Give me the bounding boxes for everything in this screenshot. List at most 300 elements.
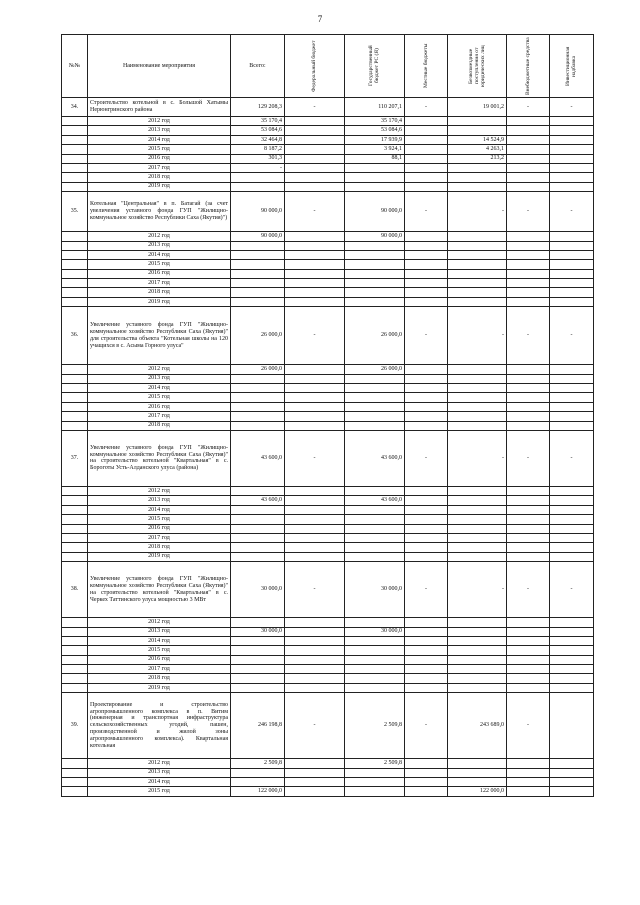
year-local [405, 496, 448, 505]
year-local [405, 269, 448, 278]
header-gratuitous: Безвозмездные поступления от юридических лиц [448, 35, 507, 98]
year-federal [285, 636, 345, 645]
year-num-cell [62, 787, 88, 796]
project-row [62, 98, 594, 117]
year-num-cell [62, 145, 88, 154]
year-label: 2013 год [88, 768, 231, 777]
year-local [405, 787, 448, 796]
year-federal [285, 260, 345, 269]
project-total: 246 198,8 [231, 693, 285, 759]
year-local [405, 173, 448, 182]
year-label: 2015 год [88, 260, 231, 269]
project-local: - [405, 562, 448, 618]
project-num: 36. [62, 307, 88, 365]
year-federal [285, 365, 345, 374]
year-investment [550, 683, 594, 692]
year-total: 43 600,0 [231, 496, 285, 505]
year-federal [285, 402, 345, 411]
year-state [345, 552, 405, 561]
project-gratuitous: 243 689,0 [448, 693, 507, 759]
year-investment [550, 496, 594, 505]
year-offbudget [507, 154, 550, 163]
year-num-cell [62, 393, 88, 402]
year-gratuitous [448, 552, 507, 561]
year-offbudget [507, 297, 550, 306]
year-investment [550, 279, 594, 288]
project-investment [550, 693, 594, 759]
project-num: 39. [62, 693, 88, 759]
year-total: 301,3 [231, 154, 285, 163]
year-total: - [231, 163, 285, 172]
year-total [231, 393, 285, 402]
year-gratuitous [448, 402, 507, 411]
year-state [345, 182, 405, 191]
year-gratuitous [448, 674, 507, 683]
year-gratuitous [448, 163, 507, 172]
year-gratuitous [448, 393, 507, 402]
year-num-cell [62, 496, 88, 505]
year-label: 2014 год [88, 135, 231, 144]
year-offbudget [507, 241, 550, 250]
year-gratuitous: 122 000,0 [448, 787, 507, 796]
year-federal [285, 533, 345, 542]
year-total [231, 279, 285, 288]
year-offbudget [507, 421, 550, 430]
year-state [345, 241, 405, 250]
year-investment [550, 533, 594, 542]
year-offbudget [507, 250, 550, 259]
year-num-cell [62, 126, 88, 135]
year-investment [550, 232, 594, 241]
year-label: 2017 год [88, 665, 231, 674]
year-label: 2015 год [88, 646, 231, 655]
year-row [62, 250, 594, 259]
year-federal [285, 117, 345, 126]
project-total: 26 000,0 [231, 307, 285, 365]
year-row [62, 384, 594, 393]
year-offbudget [507, 486, 550, 495]
year-offbudget [507, 126, 550, 135]
year-num-cell [62, 173, 88, 182]
year-local [405, 288, 448, 297]
year-investment [550, 412, 594, 421]
year-total [231, 655, 285, 664]
project-state: 110 207,1 [345, 98, 405, 117]
year-total: 30 000,0 [231, 627, 285, 636]
year-federal [285, 135, 345, 144]
year-total [231, 768, 285, 777]
project-local: - [405, 98, 448, 117]
project-row [62, 430, 594, 486]
year-offbudget [507, 515, 550, 524]
year-state [345, 778, 405, 787]
year-label: 2017 год [88, 163, 231, 172]
year-total [231, 636, 285, 645]
year-label: 2014 год [88, 250, 231, 259]
year-offbudget [507, 787, 550, 796]
year-federal [285, 145, 345, 154]
year-row [62, 787, 594, 796]
year-investment [550, 163, 594, 172]
year-gratuitous [448, 374, 507, 383]
project-federal: - [285, 307, 345, 365]
year-federal [285, 154, 345, 163]
header-federal: Федеральный бюджет [285, 35, 345, 98]
year-local [405, 515, 448, 524]
year-gratuitous [448, 505, 507, 514]
year-label: 2017 год [88, 533, 231, 542]
year-gratuitous [448, 241, 507, 250]
year-local [405, 505, 448, 514]
year-num-cell [62, 665, 88, 674]
year-investment [550, 154, 594, 163]
table-header-row [62, 35, 594, 98]
year-federal [285, 241, 345, 250]
year-investment [550, 524, 594, 533]
year-state: 3 924,1 [345, 145, 405, 154]
project-total: 129 208,3 [231, 98, 285, 117]
year-federal [285, 126, 345, 135]
year-num-cell [62, 117, 88, 126]
year-investment [550, 655, 594, 664]
year-offbudget [507, 655, 550, 664]
year-gratuitous [448, 646, 507, 655]
project-local: - [405, 693, 448, 759]
year-row [62, 515, 594, 524]
year-federal [285, 768, 345, 777]
year-offbudget [507, 374, 550, 383]
year-total [231, 533, 285, 542]
year-local [405, 374, 448, 383]
year-gratuitous [448, 269, 507, 278]
year-row [62, 674, 594, 683]
year-label: 2019 год [88, 182, 231, 191]
project-investment: - [550, 307, 594, 365]
year-total [231, 618, 285, 627]
year-total [231, 665, 285, 674]
year-row [62, 533, 594, 542]
year-state [345, 683, 405, 692]
year-investment [550, 365, 594, 374]
year-num-cell [62, 421, 88, 430]
year-total [231, 297, 285, 306]
year-local [405, 674, 448, 683]
year-federal [285, 683, 345, 692]
year-label: 2015 год [88, 145, 231, 154]
year-label: 2014 год [88, 384, 231, 393]
header-num: №№ [62, 35, 88, 98]
project-federal: - [285, 693, 345, 759]
year-offbudget [507, 279, 550, 288]
year-federal [285, 393, 345, 402]
year-offbudget [507, 759, 550, 768]
project-gratuitous: - [448, 192, 507, 232]
year-row [62, 163, 594, 172]
year-gratuitous [448, 618, 507, 627]
year-state [345, 412, 405, 421]
year-investment [550, 374, 594, 383]
year-local [405, 145, 448, 154]
year-label: 2018 год [88, 288, 231, 297]
project-name: Увеличение уставного фонда ГУП "Жилищно-коммунальное хозяйство Республики Саха (Якутия)" на строительство котельной "Квартальная" в с. Бороготы Усть-Алданского улуса (района) [88, 430, 231, 486]
year-federal [285, 674, 345, 683]
year-total: 32 464,8 [231, 135, 285, 144]
year-state: 43 600,0 [345, 496, 405, 505]
year-gratuitous [448, 627, 507, 636]
year-investment [550, 778, 594, 787]
year-gratuitous [448, 665, 507, 674]
year-row [62, 241, 594, 250]
year-num-cell [62, 250, 88, 259]
year-total: 35 170,4 [231, 117, 285, 126]
year-row [62, 374, 594, 383]
year-row [62, 627, 594, 636]
year-state [345, 515, 405, 524]
year-gratuitous [448, 260, 507, 269]
year-num-cell [62, 182, 88, 191]
year-investment [550, 759, 594, 768]
year-label: 2012 год [88, 486, 231, 495]
year-label: 2015 год [88, 393, 231, 402]
year-num-cell [62, 154, 88, 163]
year-offbudget [507, 778, 550, 787]
year-local [405, 618, 448, 627]
year-total [231, 515, 285, 524]
project-offbudget: - [507, 192, 550, 232]
year-gratuitous [448, 778, 507, 787]
year-investment [550, 618, 594, 627]
year-federal [285, 646, 345, 655]
year-num-cell [62, 543, 88, 552]
year-state [345, 505, 405, 514]
year-state [345, 787, 405, 796]
year-label: 2013 год [88, 374, 231, 383]
project-row [62, 562, 594, 618]
year-state [345, 421, 405, 430]
year-local [405, 683, 448, 692]
year-label: 2012 год [88, 365, 231, 374]
year-row [62, 412, 594, 421]
year-state: 30 000,0 [345, 627, 405, 636]
year-num-cell [62, 260, 88, 269]
year-row [62, 683, 594, 692]
year-offbudget [507, 365, 550, 374]
year-federal [285, 269, 345, 278]
year-label: 2016 год [88, 524, 231, 533]
project-total: 43 600,0 [231, 430, 285, 486]
year-total [231, 412, 285, 421]
year-label: 2012 год [88, 759, 231, 768]
year-federal [285, 496, 345, 505]
year-num-cell [62, 636, 88, 645]
project-state: 43 600,0 [345, 430, 405, 486]
year-row [62, 759, 594, 768]
year-label: 2018 год [88, 421, 231, 430]
year-investment [550, 627, 594, 636]
year-federal [285, 759, 345, 768]
year-num-cell [62, 627, 88, 636]
project-federal: - [285, 562, 345, 618]
header-state: Государственный бюджет РС (Я) [345, 35, 405, 98]
year-offbudget [507, 117, 550, 126]
year-investment [550, 505, 594, 514]
header-offbudget: Внебюджетные средства [507, 35, 550, 98]
year-federal [285, 279, 345, 288]
year-gratuitous: 4 263,1 [448, 145, 507, 154]
year-state [345, 384, 405, 393]
year-total [231, 683, 285, 692]
year-row [62, 636, 594, 645]
year-federal [285, 384, 345, 393]
year-local [405, 543, 448, 552]
year-local [405, 154, 448, 163]
year-local [405, 524, 448, 533]
year-state: 90 000,0 [345, 232, 405, 241]
year-label: 2017 год [88, 279, 231, 288]
year-total [231, 778, 285, 787]
year-row [62, 145, 594, 154]
year-gratuitous [448, 496, 507, 505]
year-label: 2016 год [88, 154, 231, 163]
header-investment: Инвестиционная надбавка [550, 35, 594, 98]
page-number: 7 [317, 14, 323, 24]
year-state [345, 618, 405, 627]
project-local: - [405, 430, 448, 486]
year-gratuitous [448, 421, 507, 430]
year-local [405, 655, 448, 664]
project-offbudget: - [507, 307, 550, 365]
year-offbudget [507, 552, 550, 561]
year-num-cell [62, 655, 88, 664]
year-local [405, 126, 448, 135]
year-row [62, 365, 594, 374]
header-local: Местные бюджеты [405, 35, 448, 98]
year-gratuitous [448, 232, 507, 241]
year-row [62, 232, 594, 241]
year-num-cell [62, 374, 88, 383]
year-label: 2015 год [88, 787, 231, 796]
year-federal [285, 182, 345, 191]
project-state: 90 000,0 [345, 192, 405, 232]
year-federal [285, 505, 345, 514]
year-label: 2017 год [88, 412, 231, 421]
year-num-cell [62, 402, 88, 411]
year-investment [550, 173, 594, 182]
year-gratuitous [448, 126, 507, 135]
year-federal [285, 163, 345, 172]
year-gratuitous [448, 533, 507, 542]
year-label: 2019 год [88, 552, 231, 561]
year-local [405, 135, 448, 144]
year-state: 17 939,9 [345, 135, 405, 144]
year-row [62, 524, 594, 533]
project-name: Увеличение уставного фонда ГУП "Жилищно-коммунальное хозяйство Республики Саха (Якутия)" для строительства объекта "Котельная школы на 120 учащихся в с. Асыма Горного улуса" [88, 307, 231, 365]
project-gratuitous: - [448, 307, 507, 365]
year-num-cell [62, 759, 88, 768]
header-total: Всего: [231, 35, 285, 98]
year-local [405, 768, 448, 777]
project-investment: - [550, 98, 594, 117]
project-investment: - [550, 430, 594, 486]
year-state [345, 297, 405, 306]
year-state [345, 163, 405, 172]
year-total [231, 288, 285, 297]
year-federal [285, 173, 345, 182]
year-state [345, 646, 405, 655]
year-state [345, 269, 405, 278]
year-offbudget [507, 665, 550, 674]
year-federal [285, 627, 345, 636]
year-num-cell [62, 279, 88, 288]
year-num-cell [62, 232, 88, 241]
year-total [231, 543, 285, 552]
year-federal [285, 618, 345, 627]
year-row [62, 505, 594, 514]
year-offbudget [507, 393, 550, 402]
table-body [62, 98, 594, 797]
year-investment [550, 250, 594, 259]
year-label: 2012 год [88, 618, 231, 627]
year-state [345, 279, 405, 288]
year-offbudget [507, 412, 550, 421]
project-offbudget: - [507, 430, 550, 486]
year-label: 2018 год [88, 674, 231, 683]
year-state [345, 486, 405, 495]
project-investment: - [550, 192, 594, 232]
year-state: 2 509,8 [345, 759, 405, 768]
year-local [405, 232, 448, 241]
year-offbudget [507, 627, 550, 636]
year-investment [550, 486, 594, 495]
year-num-cell [62, 768, 88, 777]
year-row [62, 543, 594, 552]
year-total [231, 674, 285, 683]
year-federal [285, 232, 345, 241]
year-investment [550, 126, 594, 135]
year-num-cell [62, 618, 88, 627]
year-total [231, 269, 285, 278]
year-federal [285, 486, 345, 495]
year-row [62, 496, 594, 505]
year-num-cell [62, 135, 88, 144]
year-total [231, 250, 285, 259]
year-offbudget [507, 505, 550, 514]
year-gratuitous [448, 655, 507, 664]
year-investment [550, 182, 594, 191]
year-label: 2016 год [88, 269, 231, 278]
year-row [62, 173, 594, 182]
project-name: Увеличение уставного фонда ГУП "Жилищно-коммунальное хозяйство Республики Саха (Якутия)" на строительство котельной "Квартальная" в с. Черкех Таттинского улуса мощностью 3 МВт [88, 562, 231, 618]
project-total: 30 000,0 [231, 562, 285, 618]
year-local [405, 486, 448, 495]
year-state [345, 250, 405, 259]
year-row [62, 126, 594, 135]
year-label: 2016 год [88, 655, 231, 664]
year-total: 90 000,0 [231, 232, 285, 241]
year-investment [550, 269, 594, 278]
year-row [62, 260, 594, 269]
year-total [231, 384, 285, 393]
project-investment: - [550, 562, 594, 618]
project-local: - [405, 307, 448, 365]
project-local: - [405, 192, 448, 232]
year-total [231, 421, 285, 430]
year-gratuitous: 14 524,9 [448, 135, 507, 144]
project-federal: - [285, 430, 345, 486]
year-investment [550, 646, 594, 655]
year-offbudget [507, 384, 550, 393]
year-federal [285, 665, 345, 674]
